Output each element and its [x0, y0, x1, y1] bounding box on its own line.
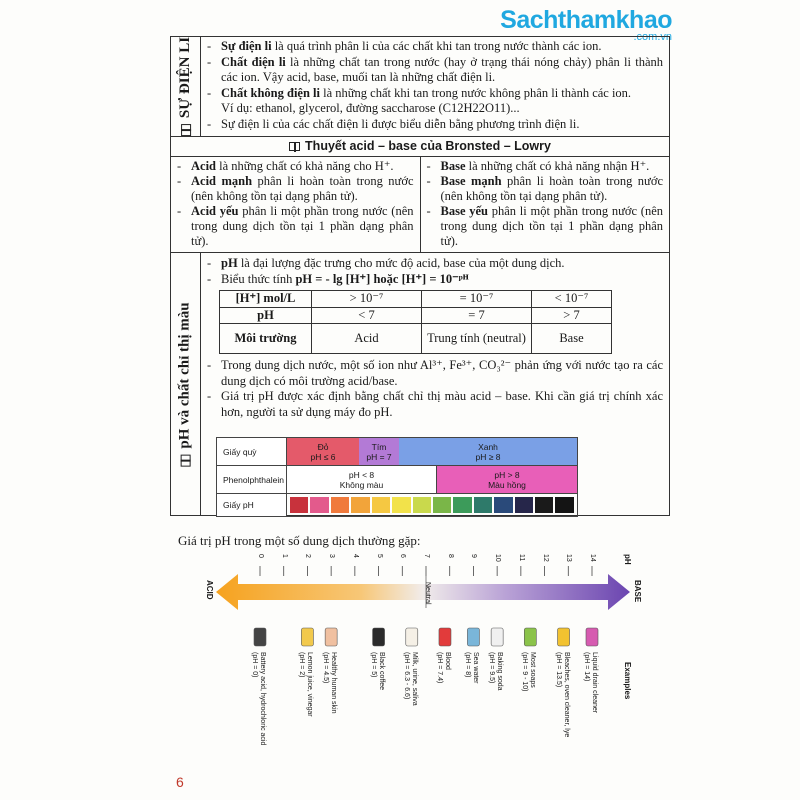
tick-label: 1	[280, 554, 288, 558]
ph-side-label: pH và chất chỉ thị màu	[177, 301, 194, 449]
example-name: Healthy human skin	[330, 652, 338, 714]
ph-paper-swatch	[474, 497, 492, 513]
tick-label: 8	[446, 554, 454, 558]
bronsted-header	[171, 137, 669, 157]
acid-column	[171, 157, 420, 252]
ph-paper-swatches	[287, 494, 577, 516]
example-icon	[467, 628, 479, 646]
tick-label: 11	[517, 554, 525, 562]
litmus-purple-cond: pH = 7	[366, 451, 392, 462]
ph-table	[219, 290, 612, 354]
example-ph: (pH = 7.4)	[435, 652, 443, 684]
ph-paper-swatch	[433, 497, 451, 513]
ph-paper-swatch	[290, 497, 308, 513]
list-item: - Base yếu phân li một phần trong nước (nên trong dung dịch tồn tại 1 phần dạng phân tử).	[426, 204, 663, 248]
dien-li-side	[171, 37, 201, 136]
list-item: - Giá trị pH được xác định bằng chất chỉ thị màu acid – base. Khi cần giá trị chính xác hơn, người ta sử dụng máy đo pH.	[207, 389, 663, 419]
phenol-row	[217, 466, 577, 494]
litmus-red	[287, 438, 359, 465]
examples-label: Examples	[623, 662, 632, 700]
list-item: - Base mạnh phân li hoàn toàn trong nước (nên không tồn tại dạng phân tử).	[426, 174, 663, 203]
term: Chất điện li	[221, 54, 286, 69]
example-icon	[558, 628, 570, 646]
ph-paper-row	[217, 494, 577, 516]
list-item: - Biểu thức tính pH = - lg [H⁺] hoặc [H⁺] = 10⁻ᵖᴴ	[207, 271, 469, 286]
term: Acid	[191, 159, 216, 173]
term: Acid yếu	[191, 204, 239, 218]
table-cell: < 10⁻⁷	[532, 291, 612, 308]
term: Base	[440, 159, 466, 173]
tick-label: 10	[494, 554, 502, 562]
phenol-label: Phenolphthalein	[217, 466, 287, 493]
list-item: - Sự điện li là quá trình phân li của các chất khi tan trong nước thành các ion.	[207, 39, 602, 53]
list-item: - Chất không điện li là những chất khi tan trong nước không phân li thành các ion.	[207, 85, 632, 100]
list-item: - Sự điện li của các chất điện li được biểu diễn bằng phương trình điện li.	[207, 117, 663, 133]
example-name: Lemon juice, vinegar	[306, 652, 314, 717]
example-icons	[254, 628, 598, 646]
definition: phân li một phần trong nước (nên trong dung dịch tồn tại 1 phần dạng phân tử).	[440, 204, 663, 248]
term: Sự điện li	[221, 39, 272, 53]
definition: là những chất có khả năng cho H⁺.	[216, 159, 394, 173]
tick-label: 4	[351, 554, 359, 558]
tick-label: 14	[589, 554, 596, 562]
example-name: Black coffee	[377, 652, 385, 691]
phenol-pink-label: Màu hồng	[488, 479, 526, 490]
litmus-red-cond: pH ≤ 6	[310, 451, 336, 462]
example-ph: (pH = 4.5)	[322, 652, 330, 684]
example-ph: (pH = 0)	[251, 652, 258, 678]
table-cell: = 7	[422, 307, 532, 324]
example-ph: (pH = 9 - 10)	[521, 652, 529, 692]
book-icon	[181, 124, 191, 136]
example-text: Ví dụ: ethanol, glycerol, đường saccharose (C12H22O11)...	[221, 101, 520, 115]
definition: phân li hoàn toàn trong nước (nên không tồn tại dạng phân tử).	[191, 174, 414, 203]
ph-paper-swatch	[535, 497, 553, 513]
table-cell: pH	[220, 307, 312, 324]
definition: là những chất có khả năng nhận H⁺.	[465, 159, 650, 173]
table-row	[220, 324, 612, 354]
ph-paper-swatch	[351, 497, 369, 513]
definition: phân li một phần trong nước (nên trong dung dịch tồn tại 1 phần dạng phân tử).	[191, 204, 414, 248]
litmus-red-label: Đỏ	[317, 441, 329, 452]
definition: là quá trình phân li của các chất khi tan trong nước thành các ion.	[271, 39, 602, 53]
example-name: Bleaches, oven cleaner, lye	[562, 652, 570, 738]
example-icon	[439, 628, 451, 646]
dien-li-section	[171, 37, 669, 137]
ph-paper-swatch	[392, 497, 410, 513]
phenol-colorless-cond: pH < 8	[348, 469, 375, 480]
ph-paper-swatch	[515, 497, 533, 513]
neutral-label: Neutral	[424, 582, 431, 605]
scale-title: Giá trị pH trong một số dung dịch thường gặp:	[178, 533, 421, 548]
ph-side	[171, 253, 201, 515]
table-cell: < 7	[312, 307, 422, 324]
example-line	[207, 101, 663, 117]
book-icon	[289, 142, 300, 151]
book-icon	[181, 454, 191, 466]
example-icon	[524, 628, 536, 646]
example-icon	[325, 628, 337, 646]
page-number: 6	[176, 774, 184, 790]
tick-label: 5	[375, 554, 383, 558]
tick-label: 12	[541, 554, 549, 562]
list-item: - Acid mạnh phân li hoàn toàn trong nước (nên không tồn tại dạng phân tử).	[177, 174, 414, 203]
definition: Trong dung dịch nước, một số ion như Al³⁺, Fe³⁺, CO₃²⁻ phản ứng với nước tạo ra các dung dịch có môi trường acid/base.	[221, 358, 663, 388]
example-name: Baking soda	[496, 652, 504, 691]
table-cell: Môi trường	[220, 324, 312, 354]
watermark-brand: Sachthamkhao	[500, 6, 672, 34]
acid-base-row	[171, 157, 669, 253]
litmus-row	[217, 438, 577, 466]
example-icon	[406, 628, 418, 646]
example-icon	[586, 628, 598, 646]
litmus-label: Giấy quỳ	[217, 438, 287, 465]
table-cell: [H⁺] mol/L	[220, 291, 312, 308]
dien-li-body	[201, 37, 669, 136]
phenol-pink-cond: pH > 8	[494, 469, 520, 480]
list-item: - Trong dung dịch nước, một số ion như Al³⁺, Fe³⁺, CO₃²⁻ phản ứng với nước tạo ra các dung dịch có môi trường acid/base.	[207, 358, 663, 388]
table-row	[220, 307, 612, 324]
example-icon	[301, 628, 313, 646]
litmus-purple	[359, 438, 399, 465]
example-ph: (pH = 5)	[369, 652, 377, 678]
tick-label: 9	[470, 554, 478, 558]
ph-paper-label: Giấy pH	[217, 494, 287, 516]
example-ph: (pH = 8)	[464, 652, 472, 678]
ph-paper-swatch	[494, 497, 512, 513]
term: Acid mạnh	[191, 174, 253, 188]
litmus-blue-cond: pH ≥ 8	[475, 451, 501, 462]
definition: Giá trị pH được xác định bằng chất chỉ thị màu acid – base. Khi cần giá trị chính xác hơn, người ta sử dụng máy đo pH.	[221, 389, 663, 419]
example-ph: (pH = 6.3 - 6.6)	[402, 652, 410, 700]
list-item: - Acid là những chất có khả năng cho H⁺.	[177, 159, 394, 173]
example-ph: (pH = 2)	[298, 652, 306, 678]
tick-label: 7	[423, 554, 430, 558]
ph-axis-label: pH	[623, 554, 632, 565]
ph-paper-swatch	[310, 497, 328, 513]
list-item: - Base là những chất có khả năng nhận H⁺.	[426, 159, 650, 173]
tick-label: 0	[257, 554, 264, 558]
list-item: - pH là đại lượng đặc trưng cho mức độ acid, base của một dung dịch.	[207, 256, 565, 270]
definition: Sự điện li của các chất điện li được biểu diễn bằng phương trình điện li.	[221, 116, 580, 131]
example-name: Sea water	[472, 652, 480, 684]
table-row	[220, 291, 612, 308]
example-ph: (pH = 13.5)	[554, 652, 562, 688]
definition: là những chất khi tan trong nước không phân li thành các ion.	[320, 85, 632, 100]
ph-paper-swatch	[413, 497, 431, 513]
table-cell: > 10⁻⁷	[312, 291, 422, 308]
base-label: BASE	[633, 580, 642, 603]
ph-scale-figure	[180, 552, 660, 782]
table-cell: = 10⁻⁷	[422, 291, 532, 308]
formula-intro: Biểu thức tính	[221, 271, 296, 286]
table-cell: > 7	[532, 307, 612, 324]
phenol-colorless-label: Không màu	[339, 479, 384, 490]
definition: là những chất tan trong nước (hay ở trạng thái nóng chảy) phân li thành các ion. Vậy acid, base, muối tan là những chất điện li.	[221, 54, 663, 84]
acid-label: ACID	[205, 580, 214, 600]
litmus-purple-label: Tím	[371, 441, 387, 452]
ph-paper-swatch	[372, 497, 390, 513]
definition: là đại lượng đặc trưng cho mức độ acid, base của một dung dịch.	[237, 256, 565, 270]
example-name: Blood	[443, 652, 451, 670]
ph-formula: pH = - lg [H⁺] hoặc [H⁺] = 10⁻ᵖᴴ	[295, 271, 469, 286]
example-name: Liquid drain cleaner	[591, 652, 598, 714]
ph-paper-swatch	[453, 497, 471, 513]
example-icon	[491, 628, 503, 646]
example-name: Most soaps	[529, 652, 537, 688]
term: pH	[221, 256, 238, 270]
table-cell: Base	[532, 324, 612, 354]
term: Base mạnh	[440, 174, 502, 188]
bronsted-header-text: Thuyết acid – base của Bronsted – Lowry	[305, 139, 551, 153]
example-ph: (pH = 14)	[583, 652, 590, 682]
list-item: - Acid yếu phân li một phần trong nước (nên trong dung dịch tồn tại 1 phần dạng phân tử).	[177, 204, 414, 248]
litmus-blue	[399, 438, 577, 465]
example-icon	[254, 628, 266, 646]
ph-paper-swatch	[331, 497, 349, 513]
tick-label: 6	[399, 554, 407, 558]
ph-paper-swatch	[555, 497, 573, 513]
example-name: Battery acid, hydrochloric acid	[259, 652, 266, 746]
table-cell: Trung tính (neutral)	[422, 324, 532, 354]
term: Chất không điện li	[221, 85, 320, 100]
example-name: Milk, urine, saliva	[410, 652, 418, 706]
phenol-pink	[437, 466, 577, 493]
indicator-table	[216, 437, 578, 517]
ph-gradient-arrow	[216, 574, 630, 610]
watermark-domain: .com.vn	[633, 31, 672, 43]
definition: phân li hoàn toàn trong nước (nên không tồn tại dạng phân tử).	[440, 174, 663, 203]
term: Base yếu	[440, 204, 488, 218]
table-cell: Acid	[312, 324, 422, 354]
list-item: - Chất điện li là những chất tan trong nước (hay ở trạng thái nóng chảy) phân li thành các ion. Vậy acid, base, muối tan là những chất điện li.	[207, 54, 663, 84]
example-ph: (pH = 9.5)	[488, 652, 496, 684]
tick-label: 3	[328, 554, 336, 558]
phenol-colorless	[287, 466, 437, 493]
litmus-blue-label: Xanh	[478, 441, 498, 452]
example-icon	[373, 628, 385, 646]
tick-label: 2	[304, 554, 312, 558]
tick-label: 13	[565, 554, 573, 562]
dien-li-side-label: SỰ ĐIỆN LI	[177, 36, 194, 119]
base-column	[420, 157, 670, 252]
